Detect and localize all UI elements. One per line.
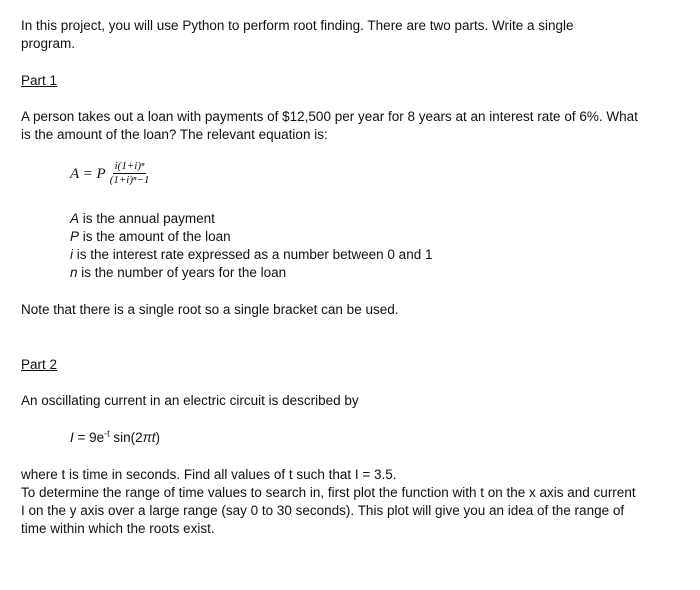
current-equation-lhs: I — [70, 430, 74, 445]
definition-text: is the number of years for the loan — [77, 265, 287, 280]
definition-symbol: i — [70, 247, 73, 262]
loan-equation-fraction — [108, 160, 152, 187]
definition-text: is the amount of the loan — [79, 229, 231, 244]
current-equation — [70, 429, 160, 447]
part2-line-4: time within which the roots exist. — [21, 521, 215, 536]
loan-equation-numerator: i(1+i)ⁿ — [114, 160, 145, 172]
definition-symbol: n — [70, 265, 78, 280]
intro-line-1: In this project, you will use Python to perform root finding. There are two parts. Write a single — [21, 18, 574, 33]
part1-problem-line-1: A person takes out a loan with payments of $12,500 per year for 8 years at an interest rate of 6%. What — [21, 109, 638, 124]
definition-text: is the interest rate expressed as a number between 0 and 1 — [73, 247, 433, 262]
part2-line-3: I on the y axis over a large range (say 0 to 30 seconds). This plot will give you an idea of the range of — [21, 503, 625, 518]
current-equation-argument: πt — [142, 430, 156, 445]
loan-equation — [70, 160, 151, 187]
definition-i — [70, 246, 432, 264]
current-equation-close: ) — [155, 430, 160, 445]
definition-symbol: P — [70, 229, 80, 244]
definition-n — [70, 264, 286, 282]
part1-problem-line-2: is the amount of the loan? The relevant equation is: — [21, 127, 328, 142]
part2-line-2: To determine the range of time values to search in, first plot the function with t on the x axis and current — [21, 485, 636, 500]
intro-line-2: program. — [21, 36, 76, 51]
current-equation-exponent: -t — [104, 428, 110, 439]
part1-note: Note that there is a single root so a single bracket can be used. — [21, 302, 399, 317]
current-equation-sin: sin(2 — [109, 430, 143, 445]
part2-intro: An oscillating current in an electric circuit is described by — [21, 393, 359, 408]
definition-p — [70, 228, 231, 246]
part1-heading: Part 1 — [21, 73, 58, 88]
definition-a — [70, 210, 215, 228]
part2-line-1: where t is time in seconds. Find all values of t such that I = 3.5. — [21, 467, 397, 482]
loan-equation-denominator: (1+i)ⁿ−1 — [109, 174, 150, 186]
part2-heading: Part 2 — [21, 357, 58, 372]
definition-symbol: A — [70, 211, 80, 226]
current-equation-amplitude: = 9e — [73, 430, 105, 445]
loan-equation-lhs: A = P — [70, 165, 106, 182]
definition-text: is the annual payment — [79, 211, 215, 226]
